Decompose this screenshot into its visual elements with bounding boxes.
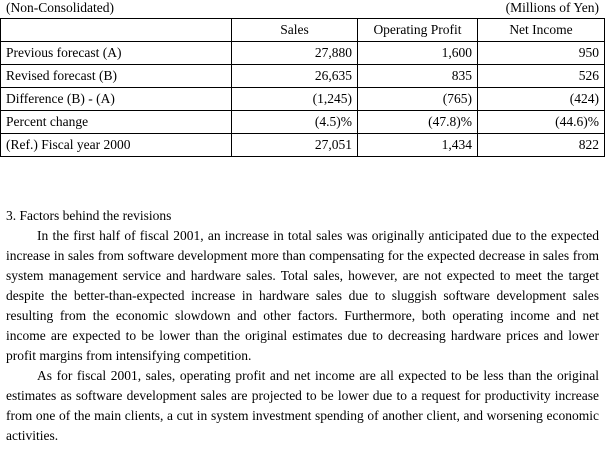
row-label: Revised forecast (B)	[1, 65, 232, 88]
net-income-cell: 526	[478, 65, 605, 88]
table-row	[1, 65, 605, 88]
paragraph: In the first half of fiscal 2001, an increase in total sales was originally anticipated due to the expected increase in sales from software development more than compensating for the expected decrease in sales from system management service and hardware sales. Total sales, however, are not expected to meet the target despite the better-than-expected increase in hardware sales due to sluggish software development sales resulting from the economic slowdown and other factors. Furthermore, both operating income and net income are expected to be lower than the original estimates due to decreasing hardware prices and lower profit margins from intensifying competition.	[6, 228, 599, 363]
net-income-cell: (44.6)%	[478, 111, 605, 134]
table-row	[1, 42, 605, 65]
row-label: Difference (B) - (A)	[1, 88, 232, 111]
net-income-cell: (424)	[478, 88, 605, 111]
sales-cell: (4.5)%	[232, 111, 358, 134]
operating-profit-cell: 1,600	[358, 42, 478, 65]
sales-cell: 27,880	[232, 42, 358, 65]
forecast-table	[0, 18, 605, 157]
table-row	[1, 111, 605, 134]
operating-profit-cell: (47.8)%	[358, 111, 478, 134]
operating-profit-cell: 1,434	[358, 134, 478, 157]
sales-cell: (1,245)	[232, 88, 358, 111]
column-header-sales: Sales	[232, 19, 358, 42]
sales-cell: 27,051	[232, 134, 358, 157]
revision-factors-section	[6, 206, 599, 446]
paragraph: As for fiscal 2001, sales, operating profit and net income are all expected to be less than the original estimates as software development sales are projected to be lower due to a request for productivity increase from one of the main clients, a cut in system investment spending of another client, and worsening economic activities.	[6, 368, 599, 443]
net-income-cell: 822	[478, 134, 605, 157]
scope-label: (Non-Consolidated)	[6, 0, 114, 15]
operating-profit-cell: 835	[358, 65, 478, 88]
unit-label: (Millions of Yen)	[505, 0, 599, 15]
table-row	[1, 134, 605, 157]
operating-profit-cell: (765)	[358, 88, 478, 111]
column-header-operating-profit: Operating Profit	[358, 19, 478, 42]
table-header	[6, 0, 599, 18]
table-header-row	[1, 19, 605, 42]
row-label: Percent change	[1, 111, 232, 134]
sales-cell: 26,635	[232, 65, 358, 88]
row-label: (Ref.) Fiscal year 2000	[1, 134, 232, 157]
column-header	[1, 19, 232, 42]
table-row	[1, 88, 605, 111]
net-income-cell: 950	[478, 42, 605, 65]
column-header-net-income: Net Income	[478, 19, 605, 42]
section-heading: 3. Factors behind the revisions	[6, 208, 172, 223]
row-label: Previous forecast (A)	[1, 42, 232, 65]
